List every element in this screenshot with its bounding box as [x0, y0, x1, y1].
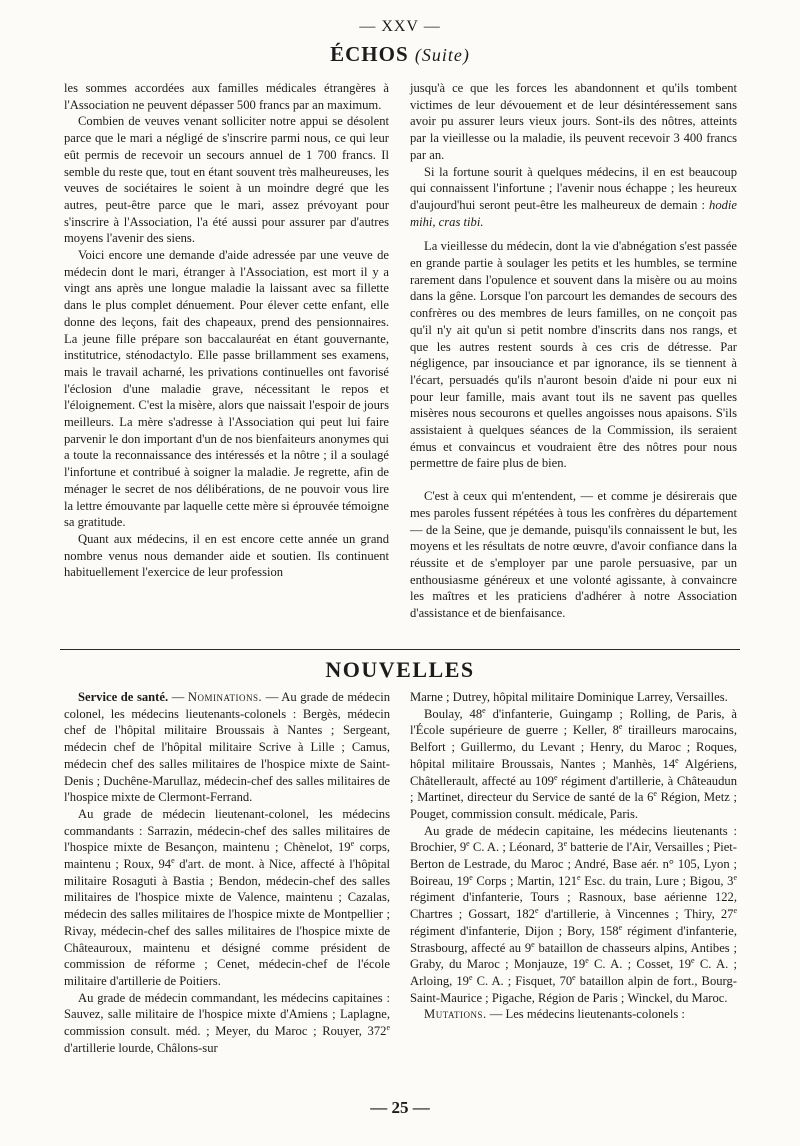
paragraph: Boulay, 48e d'infanterie, Guingamp ; Rolling, de Paris, à l'École supérieure de guerre ; Keller, 8e tirailleurs marocains, Belfort ; Guillermo, du Levant ; Henry, du Maroc ; Roques, hôpital militaire Broussais, Nantes ; Manhès, 14e Algériens, Châtellerault, affecté au 109e régiment d'artillerie, à Châteaudun ; Martinet, directeur du Service de santé de la 6e Région, Metz ; Pouget, commission consult. médicale, Paris.	[410, 705, 738, 821]
service-label: Service de santé.	[78, 690, 169, 704]
paragraph: Au grade de médecin lieutenant-colonel, les médecins commandants : Sarrazin, médecin-chef des salles militaires de l'hospice mixte de Besançon, maintenu ; Chènelot, 19e corps, maintenu ; Roux, 94e d'art. de mont. à Nice, affecté à l'hôpital militaire Rosaguti à Bastia ; Bendon, médecin-chef des salles militaires de l'hospice mixte de Valence, maintenu ; Cazalas, médecin des salles militaires de l'hospice mixte de Montpellier ; Rivay, médecin-chef des salles militaires de l'hospice mixte de Châteauroux, maintenu et désigné comme président de commission de réforme ; Cenet, médecin-chef de l'école militaire d'artillerie de Poitiers.	[64, 806, 391, 988]
paragraph: jusqu'à ce que les forces les abandonnent et qu'ils tombent victimes de leur dévouement et de leur désintéressement sans avoir pu assurer leurs vieux jours. Sont-ils des nôtres, atteints par la vieillesse ou la maladie, ils peuvent recevoir 3 400 francs par an.	[410, 81, 737, 162]
paragraph-text: Si la fortune sourit à quelques médecins, il en est beaucoup qui connaissent l'infortune ; l'avenir nous échappe ; les heureux d'aujourd'hui seront peut-être les malheureux de demain :	[410, 164, 737, 212]
paragraph	[410, 164, 737, 231]
paragraph: Mutations. — Les médecins lieutenants-colonels :	[424, 1007, 685, 1022]
echos-left-column	[64, 80, 389, 581]
paragraph: Voici encore une demande d'aide adressée par une veuve de médecin dont le mari, étranger à l'Association, est mort il y a vingt ans après une longue maladie la laissant avec sa fillette dans le plus complet dénuement. Pour élever cette enfant, elle donne des leçons, fait des chapeaux, prend des pensionnaires. La jeune fille prépare son baccalauréat en étant gouvernante, institutrice, sténodactylo. Elle passe brillamment ses examens, mais le travail acharné, les privations continuelles ont favorisé l'éclosion d'une maladie grave, nécessitant le repos et l'éloignement. C'est la misère, alors que naissait l'espoir de jours meilleurs. La mère s'adresse à l'Association qui peut lui faire parvenir le don important d'un de nos bienfaiteurs anonymes qui a toute la reconnaissance des intéressés et la nôtre ; il a soulagé l'infortune et contribué à soigner la maladie. Je regrette, afin de ménager le secret de nos délibérations, de ne pouvoir vous lire la lettre émouvante par laquelle cette mère si éprouvée témoigne sa gratitude.	[64, 248, 389, 530]
nouvelles-heading: NOUVELLES	[325, 657, 475, 682]
paragraph: les sommes accordées aux familles médicales étrangères à l'Association ne peuvent dépasser 500 francs par an maximum.	[64, 81, 389, 112]
nouvelles-left-column	[64, 689, 390, 1056]
nominations-label: Nominations.	[187, 690, 263, 704]
paragraph: C'est à ceux qui m'entendent, — et comme je désirerais que mes paroles fussent répétées à tous les confrères du département — de la Seine, que je demande, puisqu'ils connaissent le but, les moyens et les résultats de notre œuvre, d'avoir confiance dans la réussite et de s'employer par une parole persuasive, par un enthousiasme généreux et une volonté agissante, à convaincre les maîtres et les praticiens d'adhérer à notre Association d'assistance et de bienfaisance.	[410, 489, 737, 621]
paragraph: Quant aux médecins, il en est encore cette année un grand nombre venus nous demander aide et soutien. Ils continuent habituellement l'exercice de leur profession	[64, 531, 389, 580]
echos-right-column	[410, 80, 737, 622]
paragraph: Au grade de médecin capitaine, les médecins lieutenants : Brochier, 9e C. A. ; Léonard, 3e batterie de l'Air, Versailles ; Piet-Berton de Lestrade, du Maroc ; André, Base aér. n° 105, Lyon ; Boireau, 19e Corps ; Martin, 121e Esc. du train, Lure ; Bigou, 3e régiment d'infanterie, Tours ; Rasnoux, base aérienne 122, Chartres ; Gossart, 182e d'artillerie, à Vincennes ; Thiry, 27e régiment d'infanterie, Dijon ; Bory, 158e régiment d'infanterie, Strasbourg, affecté au 9e bataillon de chasseurs alpins, Antibes ; Graby, du Maroc ; Monjauze, 19e C. A. ; Cosset, 19e C. A. ; Arloing, 19e C. A. ; Fisquet, 70e bataillon alpin de fort., Bourg-Saint-Maurice ; Pigache, Région de Paris ; Winckel, du Maroc.	[410, 823, 738, 1005]
paragraph: La vieillesse du médecin, dont la vie d'abnégation s'est passée en grande partie à soulager les petits et les humbles, se termine rarement dans l'opulence et souvent dans la misère ou au moins dans la gêne. Lorsque l'on parcourt les demandes de secours des confrères ou des membres de leurs familles, on ne conçoit pas qu'il n'y ait qu'un si petit nombre d'inscrits dans nos rangs, et que les autres restent sourds à ces cris de détresse. Par négligence, par insouciance et par ignorance, ils se tiennent à l'écart, persuadés qu'ils n'auront besoin d'aide ni pour eux ni pour leur famille, mais avant tout ils ne savent pas quelles misères nous secourons et quelles angoisses nous apaisons. S'ils assistaient à quelques séances de la Commission, ils seraient émus et convaincus et voudraient être des nôtres pour nous permettre de faire plus de bien.	[410, 239, 737, 471]
section-title-text: ÉCHOS	[330, 42, 409, 66]
section-divider	[60, 649, 740, 650]
paragraph: Au grade de médecin commandant, les médecins capitaines : Sauvez, salle militaire de l'hospice mixte d'Amiens ; Laplagne, commission consult. méd. ; Meyer, du Maroc ; Rouyer, 372e d'artillerie lourde, Châlons-sur	[64, 990, 390, 1055]
page-number: — 25 —	[370, 1098, 430, 1117]
paragraph: Marne ; Dutrey, hôpital militaire Dominique Larrey, Versailles.	[410, 690, 728, 704]
mutations-label: Mutations.	[424, 1007, 487, 1022]
section-title	[0, 42, 800, 67]
paragraph: Combien de veuves venant solliciter notre appui se désolent parce que le mari a négligé de s'inscrire parmi nous, ce qui leur eût permis de recevoir un secours annuel de 1 700 francs. Il semble du reste que, tout en étant souvent très malheureuses, les veuves de sociétaires le soient à un moindre degré que les autres, peut-être parce que le mari, assez prévoyant pour s'inscrire à l'Association, l'a été aussi pour assurer par d'autres moyens l'avenir des siens.	[64, 114, 389, 246]
page-roman-numeral: — XXV —	[359, 18, 441, 35]
latin-quote: hodie mihi, cras tibi.	[410, 197, 737, 229]
section-title-suffix: (Suite)	[414, 45, 470, 65]
nouvelles-right-column	[410, 689, 737, 1023]
paragraph: Service de santé. — Nominations. — Au grade de médecin colonel, les médecins lieutenants-colonels : Bergès, médecin chef de l'hôpital militaire Broussais à Nantes ; Sergeant, médecin chef de l'hôpital militaire Scrive à Lille ; Camus, médecin chef des salles militaires de l'hospice mixte de Saint-Denis ; Duchêne-Marullaz, médecin-chef des salles militaires de l'hospice mixte de Clermont-Ferrand.	[64, 690, 391, 805]
